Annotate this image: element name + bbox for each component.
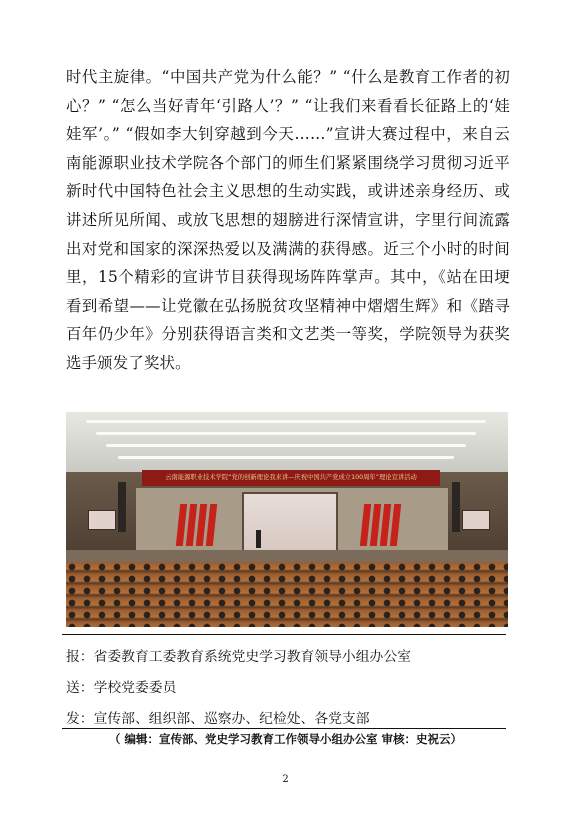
ceiling-light bbox=[86, 420, 486, 423]
stage-banner: 云南能源职业技术学院“党的创新理论我来讲—庆祝中国共产党成立100周年”理论宣讲活动 bbox=[142, 470, 440, 486]
issue-label: 发： bbox=[66, 711, 94, 727]
issue-recipient: 宣传部、组织部、巡察办、纪检处、各党支部 bbox=[93, 711, 370, 727]
top-rule bbox=[62, 634, 506, 635]
report-to-line bbox=[66, 645, 411, 665]
send-label: 送： bbox=[66, 680, 94, 696]
issue-to-line bbox=[66, 707, 370, 727]
editor-credit: （ 编辑：宣传部、党史学习教育工作领导小组办公室 审核：史祝云） bbox=[108, 732, 462, 746]
audience bbox=[66, 562, 508, 627]
page-number: 2 bbox=[282, 774, 289, 785]
body-paragraph-container bbox=[66, 63, 510, 378]
speaker-column bbox=[118, 482, 126, 532]
report-label: 报： bbox=[66, 649, 94, 665]
send-recipient: 学校党委委员 bbox=[93, 680, 177, 696]
ceiling-light bbox=[96, 432, 476, 435]
ceiling-light bbox=[118, 456, 454, 459]
body-paragraph: 时代主旋律。“中国共产党为什么能？” “什么是教育工作者的初心？” “怎么当好青年‘引路人’？” “让我们来看看长征路上的‘娃娃军’。” “假如李大钊穿越到今天……”宣讲大赛过程中，来自云南能源职业技术学院各个部门的师生们紧紧围绕学习贯彻习近平新时代中国特色社会主义思想的生动实践，或讲述亲身经历、或讲述所见所闻、或放飞思想的翅膀进行深情宣讲，字里行间流露出对党和国家的深深热爱以及满满的获得感。近三个小时的时间里，15个精彩的宣讲节目获得现场阵阵掌声。其中，《站在田埂看到希望——让党徽在弘扬脱贫攻坚精神中熠熠生辉》和《踏寻百年仍少年》分别获得语言类和文艺类一等奖，学院领导为获奖选手颁发了奖状。 bbox=[66, 68, 510, 372]
bottom-rule bbox=[62, 728, 506, 729]
event-photo bbox=[66, 412, 508, 627]
side-screen-left bbox=[88, 510, 116, 530]
report-recipient: 省委教育工委教育系统党史学习教育领导小组办公室 bbox=[93, 649, 411, 665]
send-to-line bbox=[66, 676, 176, 696]
speaker-figure bbox=[256, 530, 261, 548]
ceiling-light bbox=[106, 444, 466, 447]
speaker-column bbox=[452, 482, 460, 532]
side-screen-right bbox=[462, 510, 490, 530]
